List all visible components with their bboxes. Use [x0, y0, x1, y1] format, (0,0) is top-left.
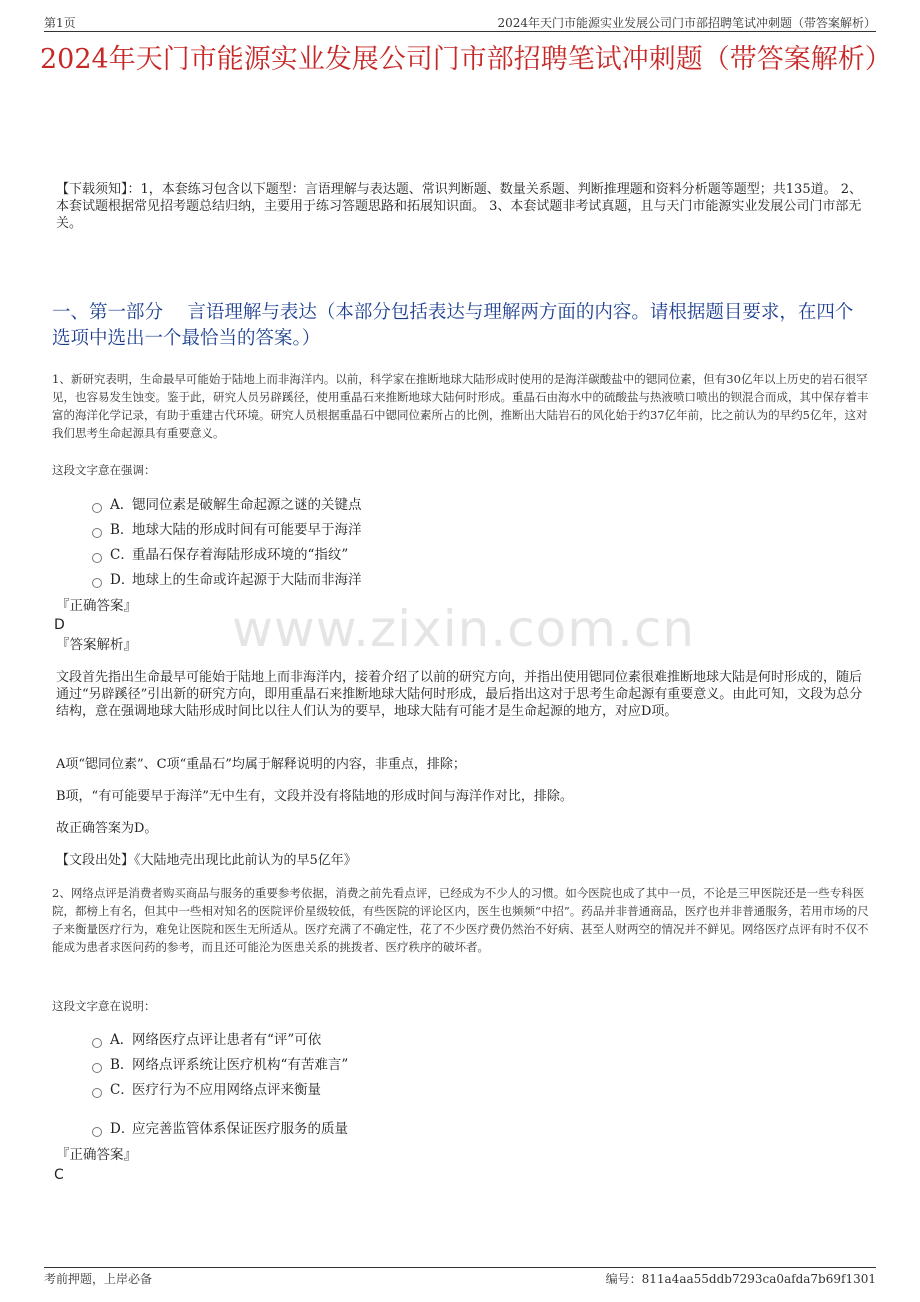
page-header [44, 12, 876, 32]
q2-option-b[interactable] [92, 1055, 348, 1075]
q1-analysis-label: 『答案解析』 [56, 637, 137, 653]
q1-stem: 1、新研究表明，生命最早可能始于陆地上而非海洋内。以前，科学家在推断地球大陆形成时使用的是海洋碳酸盐中的锶同位素，但有30亿年以上历史的岩石很罕见，也容易发生蚀变。鉴于此，研究人员另辟蹊径，使用重晶石来推断地球大陆何时形成。重晶石由海水中的硫酸盐与热液喷口喷出的钡混合而成，其中保存着丰富的海洋化学记录，有助于重建古代环境。研究人员根据重晶石中锶同位素所占的比例，推断出大陆岩石的风化始于约37亿年前，比之前认为的早约5亿年，这对我们思考生命起源具有重要意义。 [52, 372, 869, 440]
option-letter: B． [110, 522, 134, 538]
q1-prompt: 这段文字意在强调： [52, 463, 156, 477]
option-text: 网络医疗点评让患者有“评”可依 [132, 1032, 322, 1048]
download-notice: 【下载须知】：1，本套练习包含以下题型：言语理解与表达题、常识判断题、数量关系题、判断推理题和资料分析题等题型；共135道。 2、本套试题根据常见招考题总结归纳，主要用于练习答题思路和拓展知识面。 3、本套试题非考试真题，且与天门市能源实业发展公司门市部无关。 [56, 182, 862, 231]
option-letter: D． [110, 1121, 135, 1137]
option-text: 重晶石保存着海陆形成环境的“指纹” [132, 547, 349, 563]
section-title: 一、第一部分 言语理解与表达（本部分包括表达与理解两方面的内容。请根据题目要求，在四个选项中选出一个最恰当的答案。） [52, 302, 854, 349]
radio-icon[interactable] [92, 1127, 102, 1137]
q1-analysis-a-c: A项“锶同位素”、C项“重晶石”均属于解释说明的内容，非重点，排除； [56, 757, 466, 772]
q1-option-c[interactable] [92, 545, 348, 565]
radio-icon[interactable] [92, 503, 102, 513]
q2-answer-label: 『正确答案』 [56, 1147, 137, 1163]
q2-prompt: 这段文字意在说明： [52, 999, 156, 1013]
footer-doc-id: 编号：811a4aa55ddb7293ca0afda7b69f1301 [605, 1272, 876, 1286]
option-text: 地球大陆的形成时间有可能要早于海洋 [132, 522, 362, 538]
q1-conclusion: 故正确答案为D。 [56, 821, 158, 836]
option-text: 网络点评系统让医疗机构“有苦难言” [132, 1057, 349, 1073]
option-letter: A． [110, 1032, 134, 1048]
radio-icon[interactable] [92, 1038, 102, 1048]
q1-source: 【文段出处】《大陆地壳出现比此前认为的早5亿年》 [56, 853, 357, 868]
option-letter: C． [110, 547, 134, 563]
q1-option-b[interactable] [92, 520, 362, 540]
watermark: www.zixin.com.cn [232, 600, 696, 658]
radio-icon[interactable] [92, 1063, 102, 1073]
footer-slogan: 考前押题，上岸必备 [44, 1272, 153, 1286]
header-divider [44, 31, 876, 32]
q2-option-a[interactable] [92, 1030, 321, 1050]
q1-analysis: 文段首先指出生命最早可能始于陆地上而非海洋内，接着介绍了以前的研究方向，并指出使用锶同位素很难推断地球大陆是何时形成的，随后通过“另辟蹊径”引出新的研究方向，即用重晶石来推断地球大陆何时形成，最后指出这对于思考生命起源有重要意义。由此可知，文段为总分结构，意在强调地球大陆形成时间比以往人们认为的要早，地球大陆有可能才是生命起源的地方，对应D项。 [56, 670, 863, 719]
option-text: 地球上的生命或许起源于大陆而非海洋 [132, 572, 362, 588]
page-number: 第1页 [44, 16, 76, 30]
radio-icon[interactable] [92, 578, 102, 588]
q1-answer-label: 『正确答案』 [56, 598, 137, 614]
q1-option-a[interactable] [92, 495, 362, 515]
q2-option-c[interactable] [92, 1080, 321, 1100]
q1-analysis-b: B项，“有可能要早于海洋”无中生有，文段并没有将陆地的形成时间与海洋作对比，排除。 [56, 789, 573, 804]
page-title: 2024年天门市能源实业发展公司门市部招聘笔试冲刺题（带答案解析） [40, 44, 892, 75]
option-text: 医疗行为不应用网络点评来衡量 [132, 1082, 321, 1098]
header-doc-title: 2024年天门市能源实业发展公司门市部招聘笔试冲刺题（带答案解析） [497, 16, 876, 30]
footer-divider [44, 1267, 876, 1268]
radio-icon[interactable] [92, 553, 102, 563]
radio-icon[interactable] [92, 528, 102, 538]
option-letter: B． [110, 1057, 134, 1073]
q2-option-d[interactable] [92, 1119, 348, 1139]
q2-answer: C [54, 1167, 64, 1183]
option-letter: A． [110, 497, 134, 513]
option-letter: C． [110, 1082, 134, 1098]
option-text: 应完善监管体系保证医疗服务的质量 [132, 1121, 348, 1137]
option-letter: D． [110, 572, 135, 588]
q1-answer: D [54, 617, 65, 633]
option-text: 锶同位素是破解生命起源之谜的关键点 [132, 497, 362, 513]
q1-option-d[interactable] [92, 570, 362, 590]
radio-icon[interactable] [92, 1088, 102, 1098]
q2-stem: 2、网络点评是消费者购买商品与服务的重要参考依据，消费之前先看点评，已经成为不少人的习惯。如今医院也成了其中一员，不论是三甲医院还是一些专科医院，都榜上有名，但其中一些相对知名的医院评价星级较低，有些医院的评论区内，医生也频频“中招”。药品并非普通商品，医疗也并非普通服务，若用市场的尺子来衡量医疗行为，难免让医院和医生无所适从。医疗充满了不确定性，花了不少医疗费仍然治不好病、甚至人财两空的情况并不鲜见。网络医疗点评有时不仅不能成为患者求医问药的参考，而且还可能沦为医患关系的挑拨者、医疗秩序的破坏者。 [52, 886, 869, 954]
